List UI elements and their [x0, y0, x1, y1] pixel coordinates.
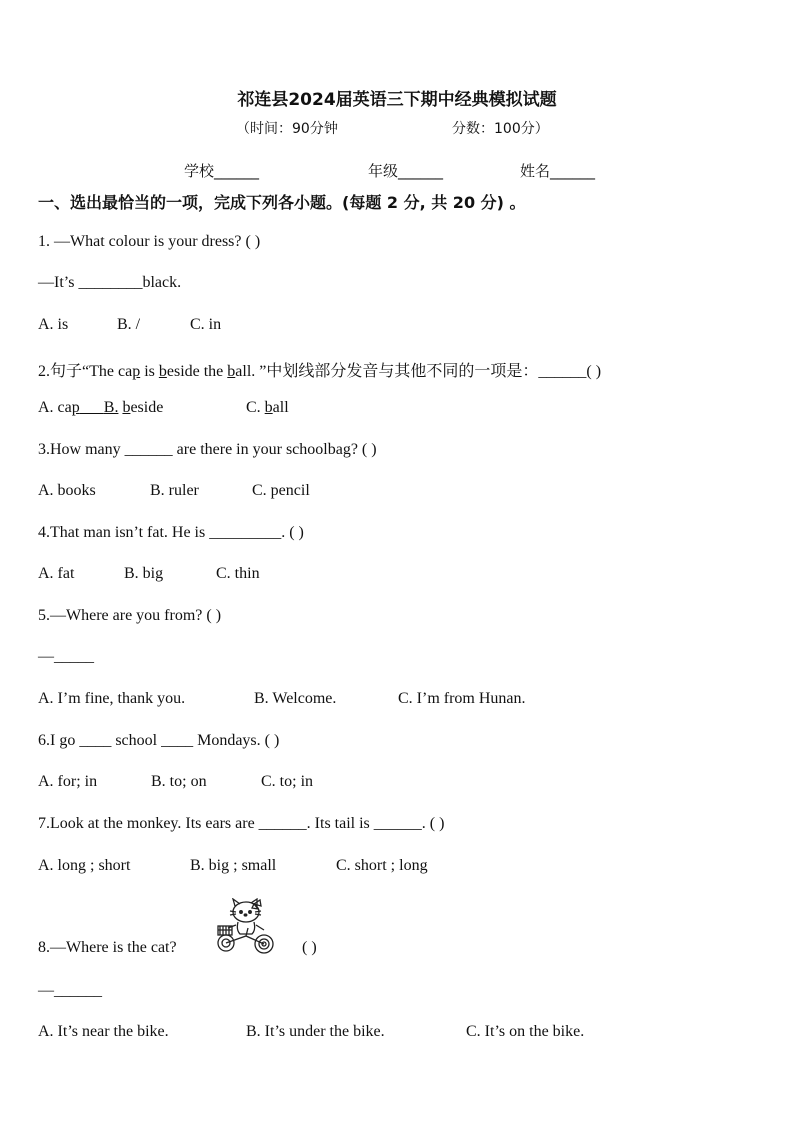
- question-2-option-c: C. ball: [246, 399, 289, 416]
- page-title: 祁连县2024届英语三下期中经典模拟试题: [237, 90, 557, 110]
- question-2-option-ab: A. cap B. beside: [38, 399, 164, 416]
- question-8-option-b: B. It’s under the bike.: [246, 1023, 385, 1040]
- question-8-paren: ( ): [302, 939, 317, 956]
- question-1-stem: 1. —What colour is your dress? ( ): [38, 233, 261, 250]
- question-7-option-a: A. long ; short: [38, 857, 131, 874]
- question-4-option-c: C. thin: [216, 565, 260, 582]
- question-6-option-a: A. for; in: [38, 773, 98, 790]
- question-3-stem: 3.How many ______ are there in your schoolbag? ( ): [38, 441, 377, 458]
- question-8-option-a: A. It’s near the bike.: [38, 1023, 169, 1040]
- question-5-stem: 5.—Where are you from? ( ): [38, 607, 222, 624]
- cat-on-bike-icon: [208, 898, 282, 954]
- question-6-stem: 6.I go ____ school ____ Mondays. ( ): [38, 732, 280, 749]
- question-3-option-c: C. pencil: [252, 482, 310, 499]
- question-5-option-a: A. I’m fine, thank you.: [38, 690, 186, 707]
- question-8-stem: 8.—Where is the cat?: [38, 939, 177, 956]
- question-4-option-b: B. big: [124, 565, 164, 582]
- question-8-option-c: C. It’s on the bike.: [466, 1023, 585, 1040]
- school-field: 学校______: [184, 162, 260, 180]
- question-1-option-b: B. /: [117, 316, 141, 333]
- question-5-option-c: C. I’m from Hunan.: [398, 690, 526, 707]
- exam-time: （时间：90分钟: [236, 121, 338, 137]
- question-5-option-b: B. Welcome.: [254, 690, 337, 707]
- question-4-option-a: A. fat: [38, 565, 75, 582]
- name-field: 姓名______: [520, 162, 596, 180]
- question-4-stem: 4.That man isn’t fat. He is _________. ( ): [38, 524, 304, 541]
- question-7-stem: 7.Look at the monkey. Its ears are ______. Its tail is ______. ( ): [38, 815, 445, 832]
- question-6-option-b: B. to; on: [151, 773, 207, 790]
- question-1-option-c: C. in: [190, 316, 222, 333]
- exam-score: 分数：100分）: [452, 121, 549, 137]
- question-6-option-c: C. to; in: [261, 773, 314, 790]
- question-3-option-a: A. books: [38, 482, 96, 499]
- question-1-line2: —It’s ________black.: [38, 274, 182, 291]
- question-3-option-b: B. ruler: [150, 482, 199, 499]
- question-2-stem: 2.句子“The cap is beside the ball. ”中划线部分发音与其他不同的一项是：______( ): [38, 363, 602, 380]
- question-8-line2: —______: [38, 982, 102, 999]
- section-heading: 一、选出最恰当的一项，完成下列各小题。(每题 2 分, 共 20 分) 。: [38, 193, 526, 212]
- question-5-line2: —_____: [38, 648, 94, 665]
- question-7-option-b: B. big ; small: [190, 857, 277, 874]
- question-1-option-a: A. is: [38, 316, 69, 333]
- grade-field: 年级______: [368, 162, 444, 180]
- question-7-option-c: C. short ; long: [336, 857, 428, 874]
